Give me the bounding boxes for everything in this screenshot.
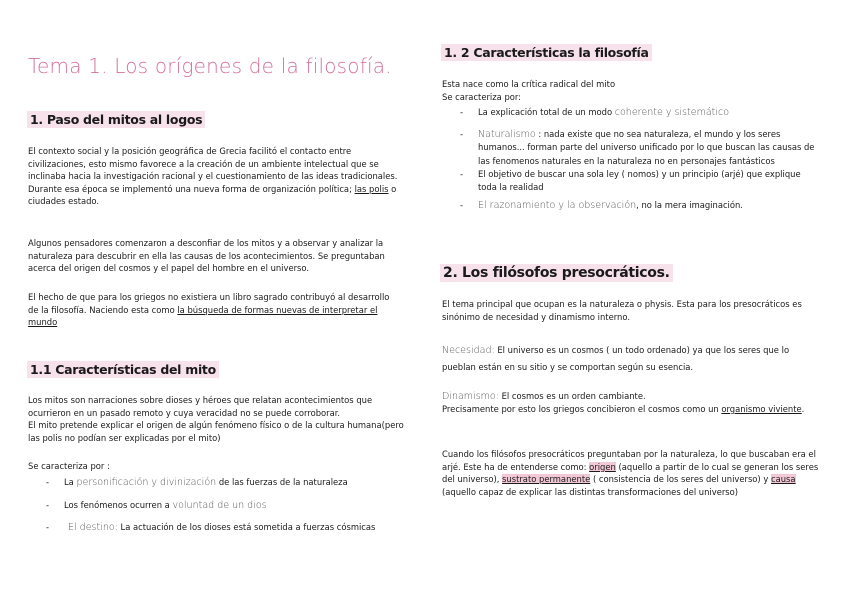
section-heading-2 <box>440 262 673 281</box>
handwritten-text: Naturalismo <box>478 128 536 140</box>
list-item-text: La <box>64 477 77 487</box>
myth-characteristics-intro: Se caracteriza por : <box>28 461 110 471</box>
origen-highlight: origen <box>589 461 616 472</box>
philosophy-intro-text: Esta nace como la crítica radical del mito <box>442 79 616 89</box>
section-heading-1-text: 1. Paso del mitos al logos <box>27 111 205 128</box>
paragraph-myths-text: Los mitos son narraciones sobre dioses y héroes que relatan acontecimientos que ocurrieron en un pasado remoto y cuya veracidad no se puede corroborar. <box>28 395 373 418</box>
paragraph-polis-a: Durante esa época se implementó una nueva forma de organización política; <box>28 183 355 194</box>
paragraph-myths <box>28 394 406 444</box>
list-item-text: Los fenómenos ocurren a <box>64 499 173 510</box>
paragraph-context <box>28 145 406 208</box>
paragraph-organism-text: Precisamente por esto los griegos concibieron el cosmos como un <box>442 404 722 414</box>
paragraph-book <box>28 291 398 329</box>
list-item-text: La actuación de los dioses está sometida a fuerzas cósmicas <box>117 522 376 533</box>
paragraph-organism-end: . <box>801 404 805 414</box>
section-heading-1-1 <box>27 359 219 378</box>
myth-characteristics-list <box>44 476 404 535</box>
handwritten-text: coherente y sistemático <box>614 107 730 118</box>
paragraph-context-text: El contexto social y la posición geográfica de Grecia facilitó el contacto entre civilizaciones, esto mismo favorece a la creación de un ambiente intelectual que se inclinaba hacia la investigación racional y el cuestionamiento de las ideas tradicionales. <box>28 146 398 182</box>
paragraph-dinamismo-text: El cosmos es un orden cambiante. <box>498 391 646 401</box>
paragraph-arje-text: Cuando los filósofos presocráticos preguntaban por la naturaleza, lo que buscaban era el arjé. Este ha de entenderse como: <box>442 449 816 472</box>
list-item <box>458 106 818 120</box>
list-item <box>458 168 818 193</box>
section-heading-1 <box>27 109 205 128</box>
philosophy-characteristics-intro: Se caracteriza por: <box>442 91 522 102</box>
list-item <box>458 199 818 213</box>
new-forms-underlined: la búsqueda de formas nuevas de interpretar el mundo <box>28 304 378 328</box>
list-item-text: , no la mera imaginación. <box>636 200 743 211</box>
paragraph-arje <box>442 448 822 498</box>
handwritten-text: Dinamismo: <box>442 391 499 402</box>
paragraph-necesidad-text: El universo es un cosmos ( un todo ordenado) ya que los seres que lo pueblan están en su sitio y se comportan según su esencia. <box>442 345 790 372</box>
list-item-text: de las fuerzas de la naturaleza <box>216 477 348 487</box>
list-item <box>44 521 404 535</box>
sustrato-highlight: sustrato permanente <box>502 474 591 485</box>
list-item <box>44 476 404 490</box>
polis-underlined: las polis <box>354 183 389 194</box>
paragraph-arje-text: (aquello a partir de lo cual se generan los seres del universo), <box>442 461 819 485</box>
list-item <box>458 128 818 169</box>
paragraph-myth-purpose: El mito pretende explicar el origen de algún fenómeno físico o de la cultura humana(pero las polis no podían ser explicadas por el mito) <box>28 420 404 443</box>
paragraph-book-text: El hecho de que para los griegos no existiera un libro sagrado contribuyó al desarrollo de la filosofía. Naciendo esta como <box>28 292 390 315</box>
handwritten-text: El destino: <box>68 522 118 534</box>
philosophy-characteristics-list <box>458 106 818 213</box>
paragraph-physis: El tema principal que ocupan es la naturaleza o physis. Esta para los presocráticos es sinónimo de necesidad y dinamismo interno. <box>442 299 802 322</box>
philosophy-intro <box>442 78 822 103</box>
list-item-text: El objetivo de buscar una sola ley ( nomos) y un principio (arjé) que explique toda la realidad <box>478 169 801 192</box>
paragraph-dinamismo <box>442 390 822 416</box>
list-item-text: La explicación total de un modo <box>478 107 615 117</box>
page-title: Tema 1. Los orígenes de la filosofía. <box>28 54 392 78</box>
handwritten-text: Necesidad: <box>442 345 495 356</box>
list-item <box>44 499 404 513</box>
paragraph-necesidad <box>442 342 822 375</box>
section-heading-1-2 <box>441 42 652 61</box>
section-heading-2-text: 2. Los filósofos presocráticos. <box>440 264 673 282</box>
causa-highlight: causa <box>770 474 796 485</box>
section-heading-1-1-text: 1.1 Características del mito <box>27 361 219 378</box>
organismo-viviente-underlined: organismo viviente <box>721 404 802 414</box>
list-item-text: : nada existe que no sea naturaleza, el mundo y los seres humanos... forman parte del universo unificado por lo que buscan las causas de las fenomenos naturales en la naturaleza no en personajes fantásticos <box>478 128 815 166</box>
handwritten-text: voluntad de un dios <box>172 499 267 511</box>
paragraph-arje-text: (aquello capaz de explicar las distintas transformaciones del universo) <box>442 486 739 497</box>
paragraph-arje-text: ( consistencia de los seres del universo) y <box>590 474 771 485</box>
handwritten-text: personificación y divinización <box>76 477 217 488</box>
section-heading-1-2-text: 1. 2 Características la filosofía <box>441 44 652 61</box>
handwritten-text: El razonamiento y la observación <box>478 200 637 212</box>
paragraph-polis-b: o ciudades estado. <box>28 183 397 207</box>
paragraph-thinkers: Algunos pensadores comenzaron a desconfiar de los mitos y a observar y analizar la naturaleza para descubrir en ella las causas de los acontecimientos. Se preguntaban acerca del origen del cosmos y el papel del hombre en el universo. <box>28 238 385 274</box>
